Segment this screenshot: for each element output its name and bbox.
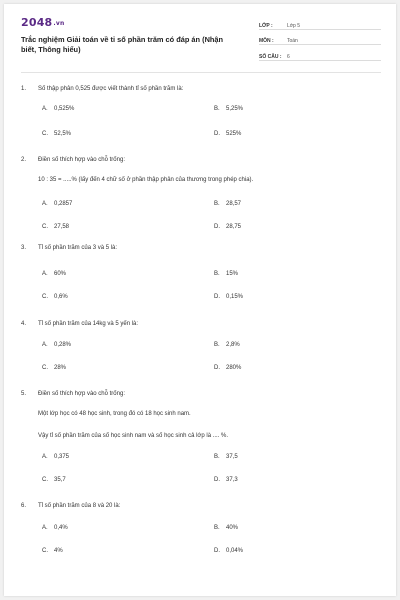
question-number: 4. bbox=[21, 321, 27, 327]
answer-option-c[interactable] bbox=[42, 131, 71, 137]
logo-tld: .vn bbox=[53, 20, 65, 27]
question-text: Điền số thích hợp vào chỗ trống: bbox=[38, 391, 125, 397]
answer-option-b[interactable] bbox=[214, 271, 238, 277]
option-letter: C. bbox=[42, 365, 48, 371]
option-text: 27,58 bbox=[54, 224, 70, 230]
meta-label: LỚP : bbox=[259, 22, 273, 29]
option-text: 0,6% bbox=[54, 294, 68, 300]
answer-option-a[interactable] bbox=[42, 271, 66, 277]
site-logo[interactable] bbox=[21, 16, 64, 29]
worksheet-page bbox=[4, 4, 396, 596]
logo-main: 2048 bbox=[21, 16, 53, 29]
question-context: Một lớp học có 48 học sinh, trong đó có 18 học sinh nam. bbox=[38, 411, 191, 417]
question-text: Tỉ số phần trăm của 8 và 20 là: bbox=[38, 503, 121, 509]
option-letter: D. bbox=[214, 224, 220, 230]
option-text: 52,5% bbox=[54, 131, 72, 137]
answer-option-b[interactable] bbox=[214, 342, 240, 348]
meta-row-class bbox=[259, 17, 381, 30]
option-text: 28,57 bbox=[226, 201, 242, 207]
question-prompt bbox=[21, 86, 183, 92]
meta-row-subject bbox=[259, 33, 381, 46]
option-text: 40% bbox=[226, 525, 239, 531]
answer-option-a[interactable] bbox=[42, 525, 68, 531]
meta-label: MÔN : bbox=[259, 38, 274, 44]
question-prompt bbox=[21, 321, 138, 327]
answer-option-d[interactable] bbox=[214, 294, 243, 300]
question-number: 2. bbox=[21, 157, 27, 163]
answer-option-c[interactable] bbox=[42, 548, 63, 554]
answer-option-a[interactable] bbox=[42, 342, 71, 348]
option-letter: D. bbox=[214, 365, 220, 371]
option-letter: A. bbox=[42, 454, 48, 460]
option-letter: B. bbox=[214, 106, 220, 112]
answer-option-b[interactable] bbox=[214, 106, 243, 112]
answer-option-b[interactable] bbox=[214, 201, 241, 207]
answer-option-a[interactable] bbox=[42, 454, 69, 460]
header-divider bbox=[21, 72, 381, 73]
question-text: Tỉ số phần trăm của 3 và 5 là: bbox=[38, 245, 118, 251]
question-text: Số thập phân 0,525 được viết thành tỉ số phần trăm là: bbox=[38, 86, 184, 92]
question-number: 6. bbox=[21, 503, 27, 509]
option-text: 2,8% bbox=[226, 342, 240, 348]
option-letter: A. bbox=[42, 106, 48, 112]
answer-option-c[interactable] bbox=[42, 365, 66, 371]
option-letter: D. bbox=[214, 294, 220, 300]
option-text: 0,2857 bbox=[54, 201, 73, 207]
question-context: Vậy tỉ số phần trăm của số học sinh nam và số học sinh cả lớp là .... %. bbox=[38, 433, 229, 439]
option-text: 37,3 bbox=[226, 477, 238, 483]
answer-option-d[interactable] bbox=[214, 548, 243, 554]
option-text: 0,525% bbox=[54, 106, 75, 112]
question-number: 5. bbox=[21, 391, 27, 397]
option-letter: A. bbox=[42, 271, 48, 277]
option-text: 280% bbox=[226, 365, 242, 371]
answer-option-d[interactable] bbox=[214, 131, 241, 137]
option-letter: B. bbox=[214, 201, 220, 207]
option-letter: C. bbox=[42, 548, 48, 554]
option-letter: C. bbox=[42, 294, 48, 300]
question-text: Điền số thích hợp vào chỗ trống: bbox=[38, 157, 125, 163]
option-letter: A. bbox=[42, 201, 48, 207]
worksheet-header bbox=[4, 4, 396, 70]
answer-option-b[interactable] bbox=[214, 454, 238, 460]
question-number: 3. bbox=[21, 245, 27, 251]
meta-row-count bbox=[259, 48, 381, 61]
option-letter: D. bbox=[214, 477, 220, 483]
meta-label: SỐ CÂU : bbox=[259, 53, 282, 60]
answer-option-b[interactable] bbox=[214, 525, 238, 531]
option-text: 525% bbox=[226, 131, 242, 137]
meta-value: Lớp 5 bbox=[287, 22, 301, 29]
option-letter: D. bbox=[214, 131, 220, 137]
option-text: 15% bbox=[226, 271, 239, 277]
answer-option-a[interactable] bbox=[42, 106, 74, 112]
option-text: 28,75 bbox=[226, 224, 242, 230]
option-letter: B. bbox=[214, 342, 220, 348]
question-text: Tỉ số phần trăm của 14kg và 5 yến là: bbox=[38, 321, 139, 327]
meta-value: 6 bbox=[287, 53, 290, 60]
option-letter: D. bbox=[214, 548, 220, 554]
question-prompt bbox=[21, 503, 120, 509]
option-letter: A. bbox=[42, 342, 48, 348]
answer-option-c[interactable] bbox=[42, 224, 69, 230]
option-letter: B. bbox=[214, 271, 220, 277]
option-text: 0,375 bbox=[54, 454, 70, 460]
answer-option-a[interactable] bbox=[42, 201, 72, 207]
option-text: 37,5 bbox=[226, 454, 238, 460]
option-letter: B. bbox=[214, 525, 220, 531]
option-text: 0,28% bbox=[54, 342, 72, 348]
answer-option-d[interactable] bbox=[214, 365, 241, 371]
question-number: 1. bbox=[21, 86, 27, 92]
option-letter: C. bbox=[42, 224, 48, 230]
worksheet-meta bbox=[259, 17, 381, 61]
option-letter: B. bbox=[214, 454, 220, 460]
option-text: 0,4% bbox=[54, 525, 68, 531]
meta-value: Toán bbox=[287, 38, 298, 44]
page-title: Trắc nghiệm Giải toán về tỉ số phần trăm có đáp án (Nhận biết, Thông hiểu) bbox=[21, 35, 224, 54]
question-prompt bbox=[21, 391, 125, 397]
option-letter: C. bbox=[42, 131, 48, 137]
option-text: 28% bbox=[54, 365, 67, 371]
option-text: 60% bbox=[54, 271, 67, 277]
answer-option-c[interactable] bbox=[42, 477, 66, 483]
option-text: 5,25% bbox=[226, 106, 244, 112]
answer-option-c[interactable] bbox=[42, 294, 68, 300]
option-text: 0,04% bbox=[226, 548, 244, 554]
option-text: 35,7 bbox=[54, 477, 66, 483]
option-letter: C. bbox=[42, 477, 48, 483]
option-text: 4% bbox=[54, 548, 63, 554]
question-prompt bbox=[21, 157, 125, 163]
answer-option-d[interactable] bbox=[214, 224, 241, 230]
question-prompt bbox=[21, 245, 117, 251]
option-text: 0,15% bbox=[226, 294, 244, 300]
option-letter: A. bbox=[42, 525, 48, 531]
answer-option-d[interactable] bbox=[214, 477, 238, 483]
question-context: 10 : 35 = .....% (lấy đến 4 chữ số ở phần thập phân của thương trong phép chia). bbox=[38, 177, 254, 183]
